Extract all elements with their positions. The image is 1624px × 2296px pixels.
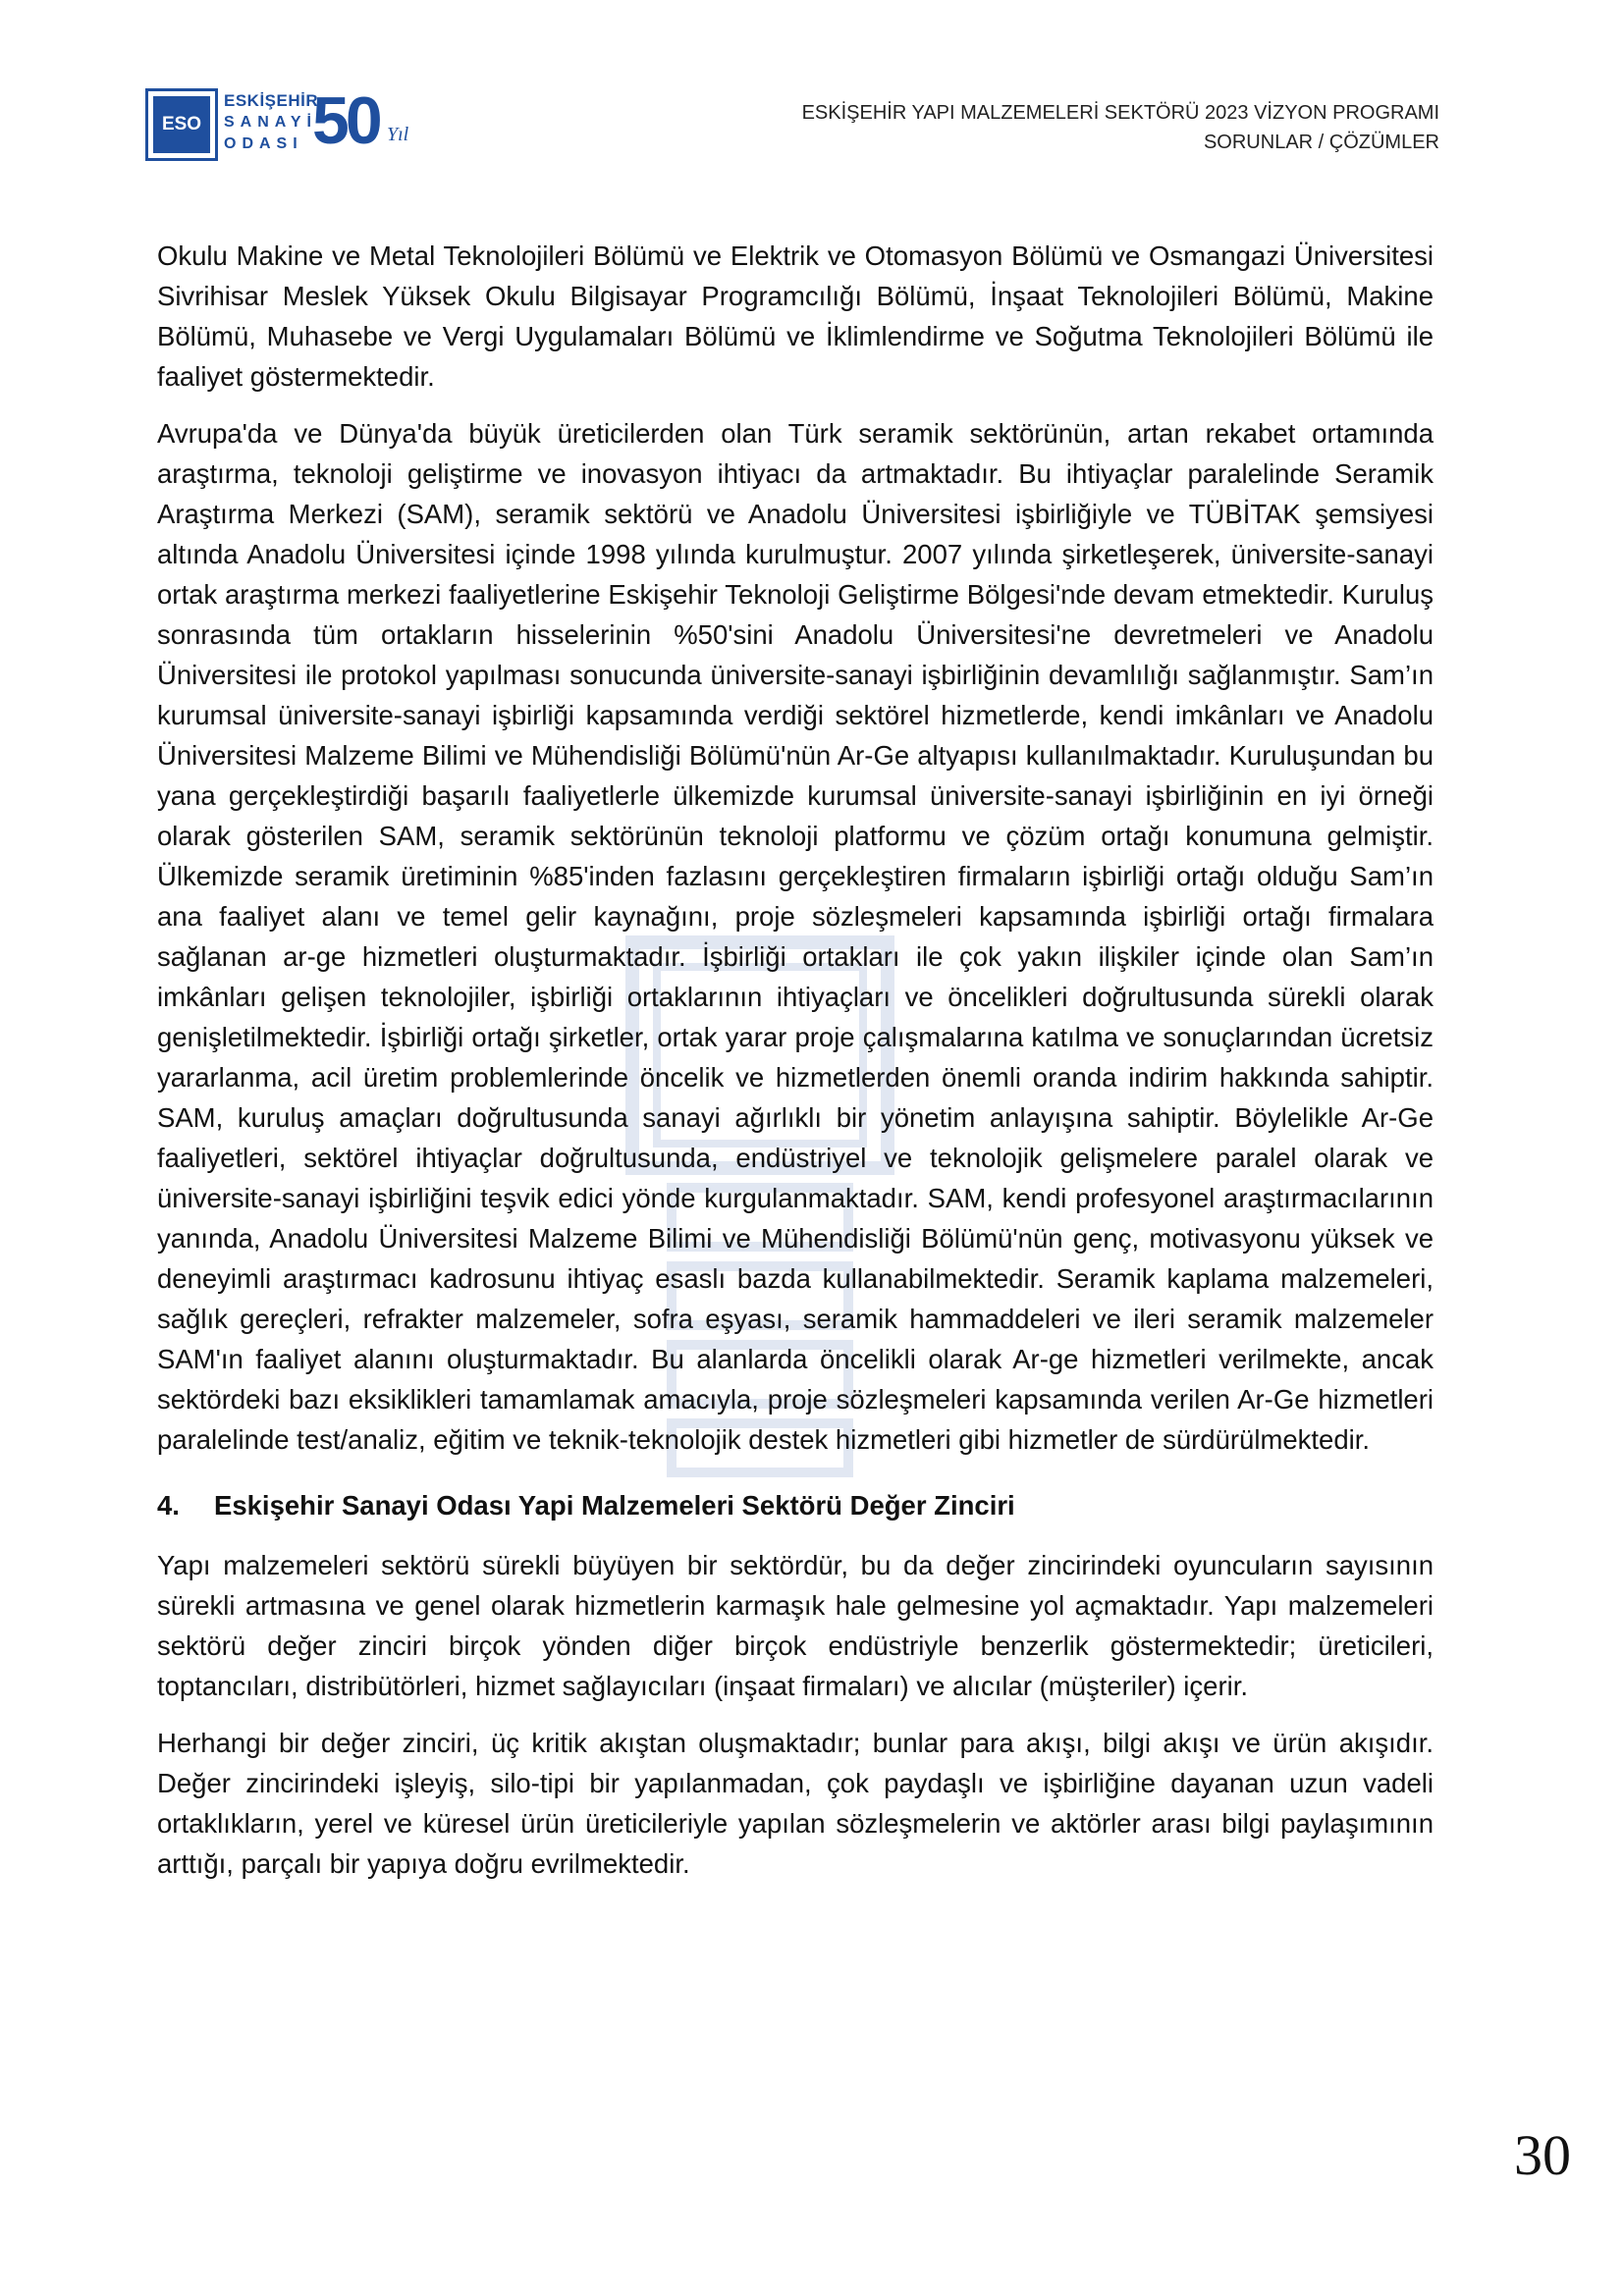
paragraph-1: Okulu Makine ve Metal Teknolojileri Bölümü ve Elektrik ve Otomasyon Bölümü ve Osmangazi Üniversitesi Sivrihisar Meslek Yüksek Okulu Bilgisayar Programcılığı Bölümü, İnşaat Teknolojileri Bölümü, Makine Bölümü, Muhasebe ve Vergi Uygulamaları Bölümü ve İklimlendirme ve Soğutma Teknolojileri Bölümü ile faaliyet göstermektedir.	[157, 240, 1434, 392]
running-header	[802, 98, 1439, 157]
section-heading	[157, 1485, 1434, 1525]
running-header-subtitle: SORUNLAR / ÇÖZÜMLER	[1203, 132, 1439, 153]
logo-line-2: SANAYİ	[224, 114, 317, 131]
running-header-title: ESKİŞEHİR YAPI MALZEMELERİ SEKTÖRÜ 2023 VİZYON PROGRAMI	[801, 102, 1439, 124]
logo-anniversary-suffix: Yıl	[387, 124, 409, 145]
logo-abbr: ESO	[153, 96, 210, 153]
paragraph-4: Herhangi bir değer zinciri, üç kritik akıştan oluşmaktadır; bunlar para akışı, bilgi akışı ve ürün akışıdır. Değer zincirindeki işleyiş, silo-tipi bir yapılanmadan, çok paydaşlı ve işbirliğine dayanan uzun vadeli ortaklıkların, yerel ve küresel ürün üreticileriyle yapılan sözleşmelerin ve aktörler arası bilgi paylaşımının arttığı, parçalı bir yapıya doğru evrilmektedir.	[157, 1728, 1434, 1879]
logo-line-1: ESKİŞEHİR	[224, 91, 319, 110]
section-title: Eskişehir Sanayi Odası Yapi Malzemeleri Sektörü Değer Zinciri	[214, 1490, 1015, 1521]
eso-50-year-logo	[145, 82, 430, 167]
page-number: 30	[1514, 2123, 1571, 2187]
logo-anniversary-number: 50	[312, 83, 379, 158]
paragraph-3: Yapı malzemeleri sektörü sürekli büyüyen bir sektördür, bu da değer zincirindeki oyuncuların sayısının sürekli artmasına ve genel olarak hizmetlerin karmaşık hale gelmesine yol açmaktadır. Yapı malzemeleri sektörü değer zinciri birçok yönden diğer birçok endüstriyle benzerlik göstermektedir; üreticileri, toptancıları, distribütörleri, hizmet sağlayıcıları (inşaat firmaları) ve alıcılar (müşteriler) içerir.	[157, 1550, 1434, 1701]
eso-logo-mark	[145, 88, 218, 161]
logo-wordmark	[224, 90, 319, 155]
document-body	[157, 236, 1434, 1900]
section-number: 4.	[157, 1490, 180, 1521]
paragraph-2: Avrupa'da ve Dünya'da büyük üreticilerden olan Türk seramik sektörünün, artan rekabet ortamında araştırma, teknoloji geliştirme ve inovasyon ihtiyacı da artmaktadır. Bu ihtiyaçlar paralelinde Seramik Araştırma Merkezi (SAM), seramik sektörü ve Anadolu Üniversitesi işbirliğiyle ve TÜBİTAK şemsiyesi altında Anadolu Üniversitesi içinde 1998 yılında kurulmuştur. 2007 yılında şirketleşerek, üniversite-sanayi ortak araştırma merkezi faaliyetlerine Eskişehir Teknoloji Geliştirme Bölgesi'nde devam etmektedir. Kuruluş sonrasında tüm ortakların hisselerinin %50'sini Anadolu Üniversitesi'ne devretmeleri ve Anadolu Üniversitesi ile protokol yapılması sonucunda üniversite-sanayi işbirliğinin devamlılığı sağlanmıştır. Sam’ın kurumsal üniversite-sanayi işbirliği kapsamında verdiği sektörel hizmetlerde, kendi imkânları ve Anadolu Üniversitesi Malzeme Bilimi ve Mühendisliği Bölümü'nün Ar-Ge altyapısı kullanılmaktadır. Kuruluşundan bu yana gerçekleştirdiği başarılı faaliyetlerle ülkemizde kurumsal üniversite-sanayi işbirliğinin en iyi örneği olarak gösterilen SAM, seramik sektörünün teknoloji platformu ve çözüm ortağı konumuna gelmiştir. Ülkemizde seramik üretiminin %85'inden fazlasını gerçekleştiren firmaların işbirliği ortağı olduğu Sam’ın ana faaliyet alanı ve temel gelir kaynağını, proje sözleşmeleri kapsamında işbirliği ortağı firmalara sağlanan ar-ge hizmetleri oluşturmaktadır. İşbirliği ortakları ile çok yakın ilişkiler içinde olan Sam’ın imkânları gelişen teknolojiler, işbirliği ortaklarının ihtiyaçları ve öncelikleri doğrultusunda sürekli olarak genişletilmektedir. İşbirliği ortağı şirketler, ortak yarar proje çalışmalarına katılma ve sonuçlarından ücretsiz yararlanma, acil üretim problemlerinde öncelik ve hizmetlerden önemli oranda indirim hakkında sahiptir. SAM, kuruluş amaçları doğrultusunda sanayi ağırlıklı bir yönetim anlayışına sahiptir. Böylelikle Ar-Ge faaliyetleri, sektörel ihtiyaçlar doğrultusunda, endüstriyel ve teknolojik gelişmelere paralel olarak ve üniversite-sanayi işbirliğini teşvik edici yönde kurgulanmaktadır. SAM, kendi profesyonel araştırmacılarının yanında, Anadolu Üniversitesi Malzeme Bilimi ve Mühendisliği Bölümü'nün genç, motivasyonu yüksek ve deneyimli araştırmacı kadrosunu ihtiyaç esaslı bazda kullanabilmektedir. Seramik kaplama malzemeleri, sağlık gereçleri, refrakter malzemeler, sofra eşyası, seramik hammaddeleri ve ileri seramik malzemeler SAM'ın faaliyet alanını oluşturmaktadır. Bu alanlarda öncelikli olarak Ar-ge hizmetleri verilmekte, ancak sektördeki bazı eksiklikleri tamamlamak amacıyla, proje sözleşmeleri kapsamında verilen Ar-Ge hizmetleri paralelinde test/analiz, eğitim ve teknik-teknolojik destek hizmetleri gibi hizmetler de sürdürülmektedir.	[157, 418, 1434, 1455]
logo-line-3: ODASI	[224, 135, 303, 152]
